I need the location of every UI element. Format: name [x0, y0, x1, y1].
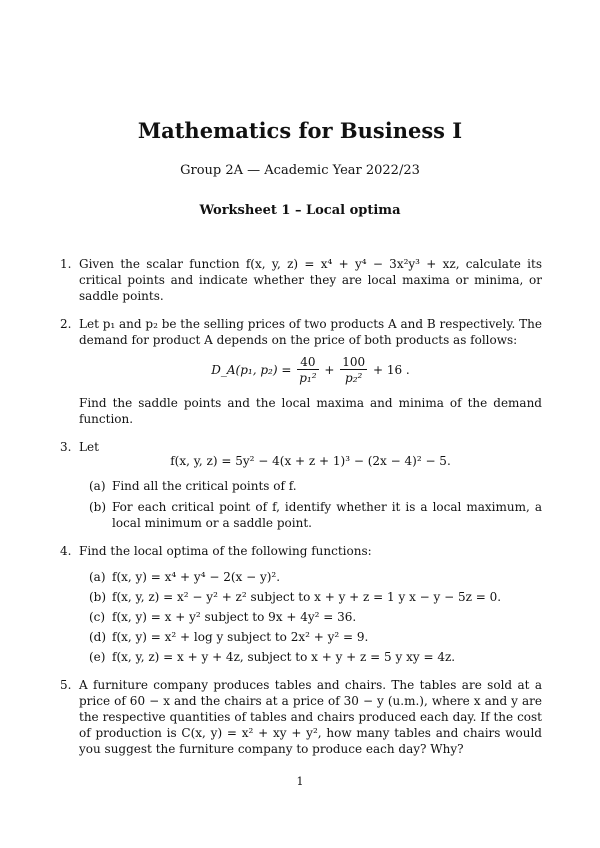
- fraction: [297, 355, 318, 386]
- problem-list: [60, 256, 542, 769]
- problem-3: [60, 439, 542, 531]
- subpart-d: [89, 629, 542, 645]
- subpart-label: (d): [89, 630, 107, 644]
- fraction: [340, 355, 367, 386]
- problem-intro: Let p₁ and p₂ be the selling prices of two products A and B respectively. The demand for product A depends on the price of both products as follows:: [79, 317, 543, 347]
- document-subtitle: Group 2A — Academic Year 2022/23: [180, 163, 420, 178]
- problem-question: Find the saddle points and the local maxima and minima of the demand function.: [79, 396, 542, 426]
- subpart-label: (b): [89, 500, 107, 514]
- subpart-text: For each critical point of f, identify whether it is a local maximum, a local minimum or a saddle point.: [112, 500, 542, 530]
- problem-5: [60, 677, 542, 757]
- problem-4: [60, 543, 542, 665]
- subpart-list: [79, 569, 542, 665]
- formula-tail: + 16 .: [372, 363, 410, 377]
- formula-lhs: D_A(p₁, p₂) =: [211, 363, 292, 377]
- subpart-b: [89, 499, 542, 531]
- problem-text: A furniture company produces tables and chairs. The tables are sold at a price of 60 − x and the chairs at a price of 30 − y (u.m.), where x and y are the respective quantities of tables and chairs produced each day. If the cost of production is C(x, y) = x² + xy + y², how many tables and chairs would you suggest the furniture company to produce each day? Why?: [79, 678, 542, 756]
- subpart-text: f(x, y, z) = x² − y² + z² subject to x + y + z = 1 y x − y − 5z = 0.: [112, 590, 502, 604]
- problem-1: [60, 256, 542, 304]
- subpart-text: f(x, y) = x² + log y subject to 2x² + y² = 9.: [112, 630, 369, 644]
- function-formula: f(x, y, z) = 5y² − 4(x + z + 1)³ − (2x − 4)² − 5.: [170, 454, 451, 468]
- fraction-denominator: p₁²: [299, 371, 317, 385]
- problem-text: Given the scalar function f(x, y, z) = x⁴ + y⁴ − 3x²y³ + xz, calculate its critical points and indicate whether they are local maxima or minima, or saddle points.: [79, 257, 542, 303]
- subpart-text: f(x, y) = x⁴ + y⁴ − 2(x − y)².: [112, 570, 281, 584]
- worksheet-title: Worksheet 1 – Local optima: [199, 203, 401, 218]
- subpart-label: (a): [89, 570, 106, 584]
- subpart-b: [89, 589, 542, 605]
- subpart-a: [89, 569, 542, 585]
- subpart-label: (a): [89, 479, 106, 493]
- subpart-text: Find all the critical points of f.: [112, 479, 297, 493]
- subpart-label: (b): [89, 590, 107, 604]
- problem-number: 4.: [60, 544, 72, 558]
- problem-number: 2.: [60, 317, 72, 331]
- problem-2: [60, 316, 542, 427]
- page-number: 1: [296, 775, 304, 788]
- subpart-e: [89, 649, 542, 665]
- subpart-text: f(x, y) = x + y² subject to 9x + 4y² = 36.: [112, 610, 357, 624]
- demand-formula: [79, 355, 542, 386]
- subpart-c: [89, 609, 542, 625]
- document-title: Mathematics for Business I: [137, 118, 463, 143]
- subpart-a: [89, 478, 542, 494]
- subpart-text: f(x, y, z) = x + y + 4z, subject to x + y + z = 5 y xy = 4z.: [112, 650, 456, 664]
- fraction-numerator: 100: [342, 355, 366, 369]
- fraction-denominator: p₂²: [345, 371, 363, 385]
- problem-number: 1.: [60, 257, 72, 271]
- problem-number: 5.: [60, 678, 72, 692]
- problem-intro: Find the local optima of the following functions:: [79, 544, 372, 558]
- problem-number: 3.: [60, 440, 72, 454]
- problem-intro: Let: [79, 440, 99, 454]
- subpart-label: (e): [89, 650, 106, 664]
- plus-sign: +: [324, 363, 335, 377]
- fraction-numerator: 40: [297, 355, 318, 370]
- subpart-label: (c): [89, 610, 106, 624]
